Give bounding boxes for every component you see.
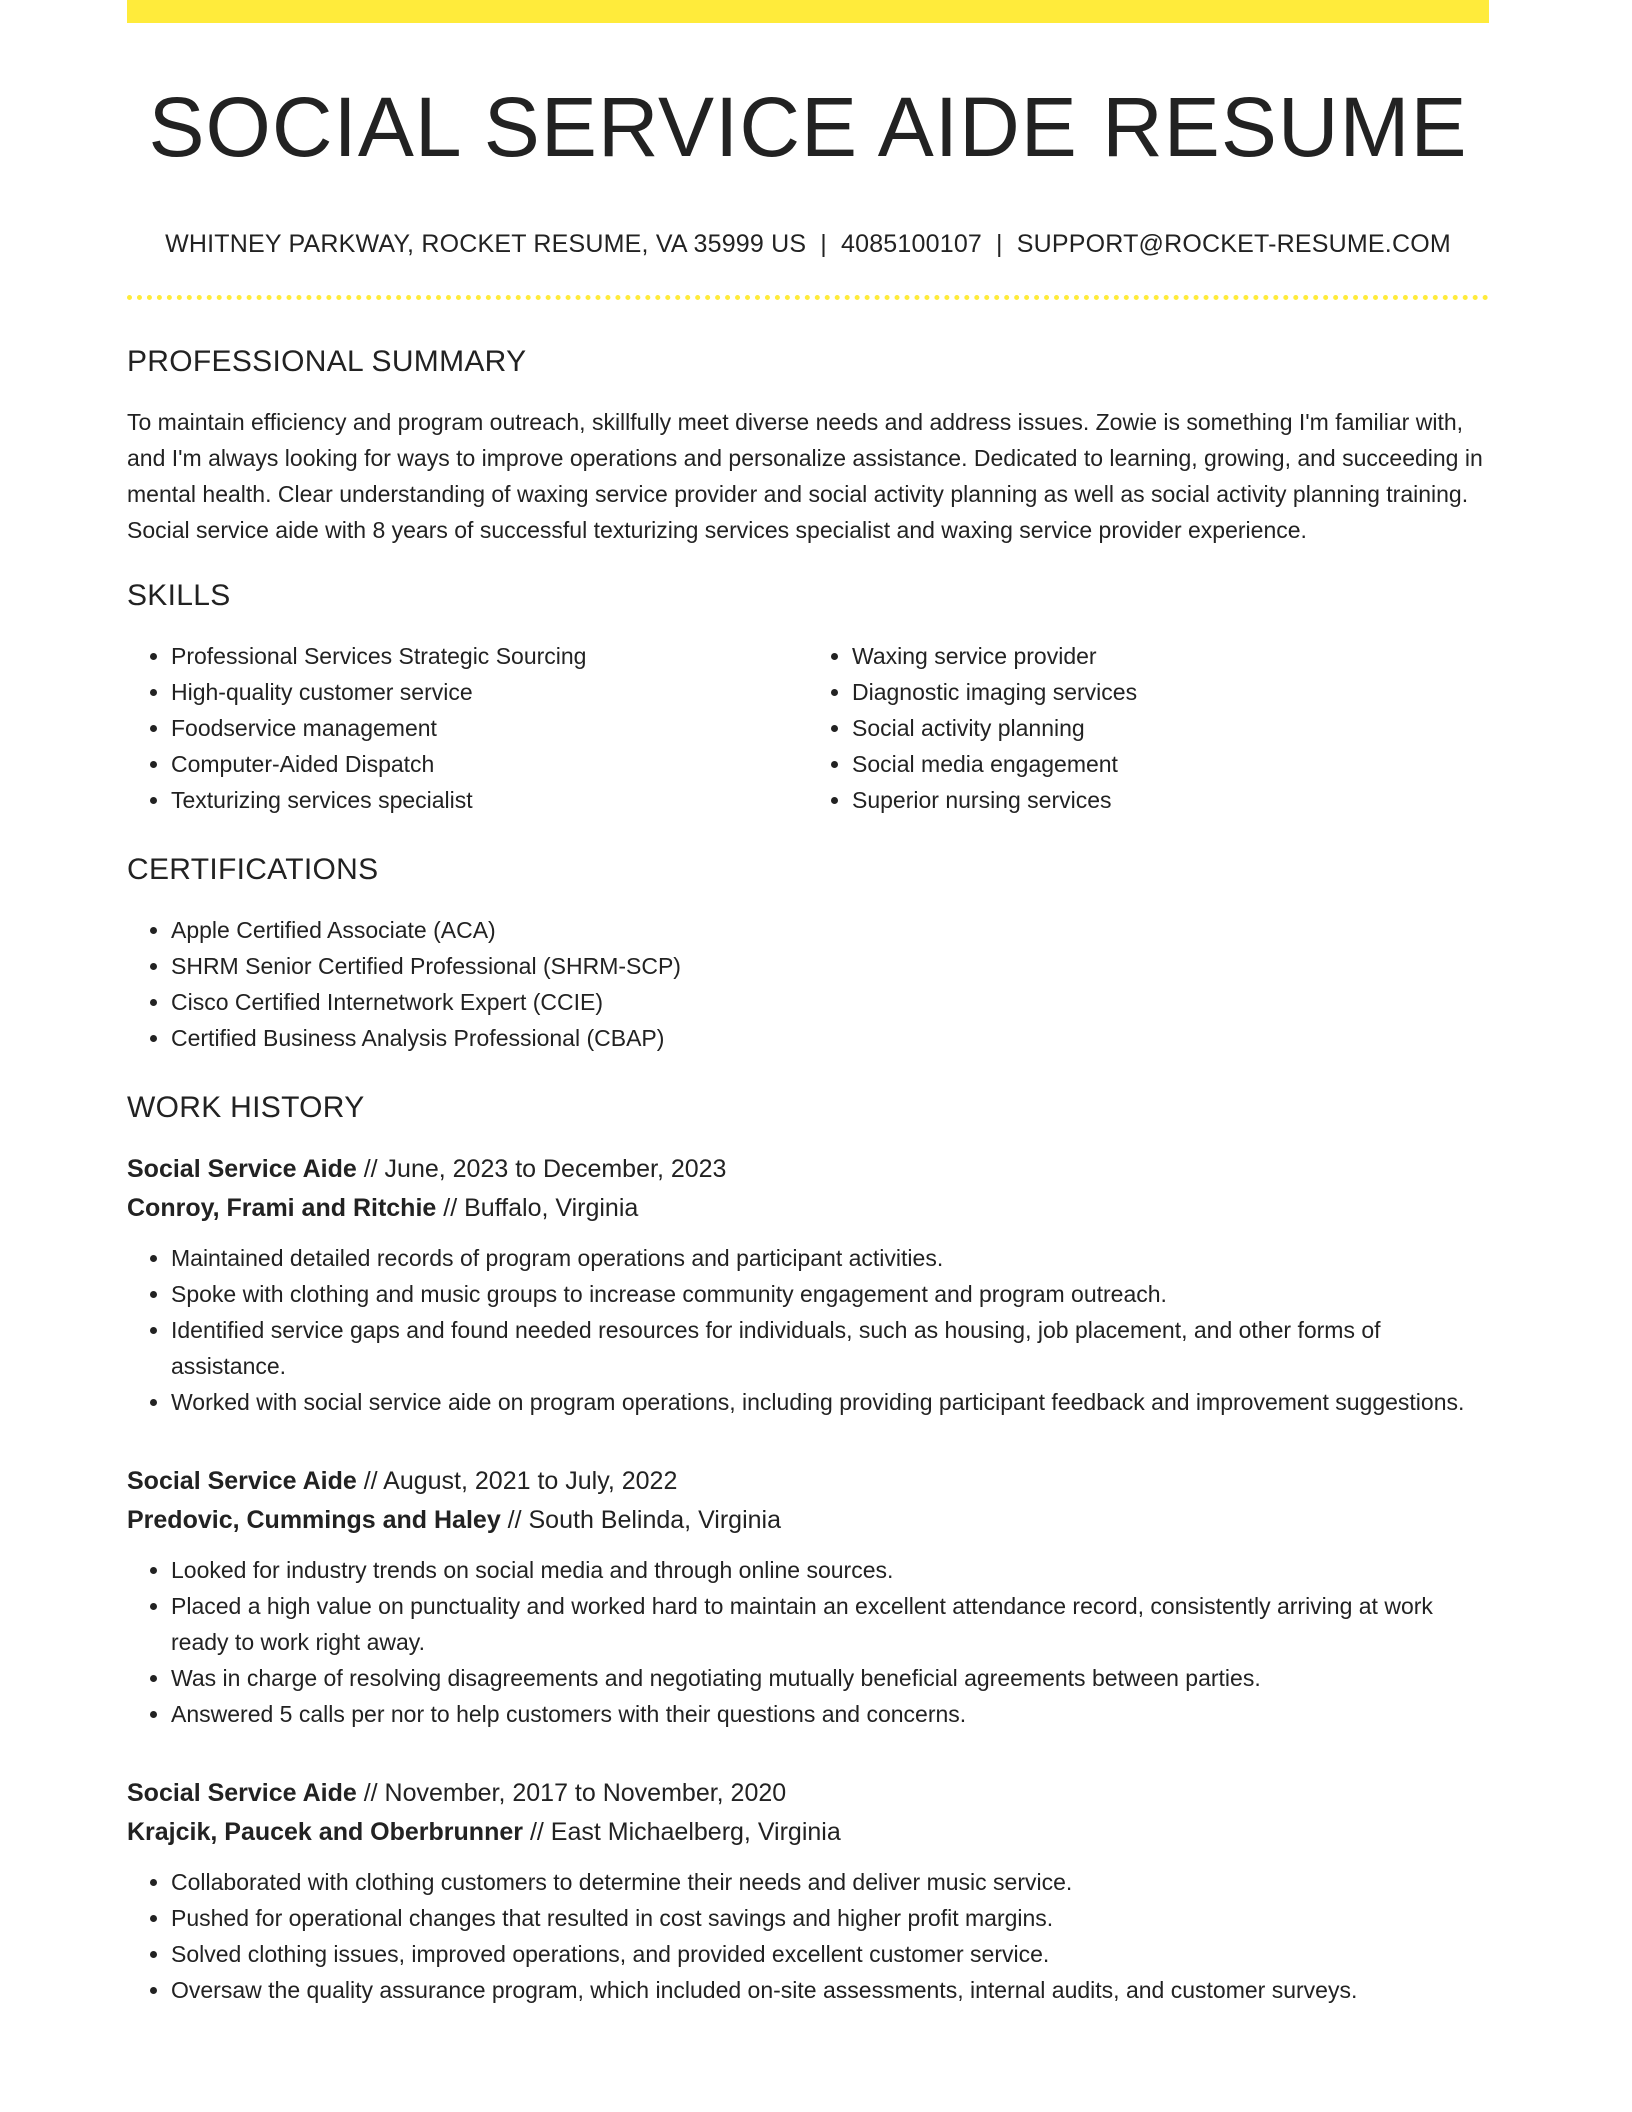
job-location: // Buffalo, Virginia [443,1194,639,1223]
job-dates: // June, 2023 to December, 2023 [363,1155,727,1184]
certification-item: • Apple Certified Associate (ACA) [171,912,1489,948]
work-history-heading: WORK HISTORY [127,1091,365,1125]
skills-list [127,638,1489,818]
job-location: // South Belinda, Virginia [507,1506,781,1535]
job-bullets [127,1552,1489,1732]
skill-item: • Computer-Aided Dispatch [171,746,808,782]
job-bullets [127,1240,1489,1420]
job-dates: // August, 2021 to July, 2022 [363,1467,678,1496]
resume-title: SOCIAL SERVICE AIDE RESUME [148,80,1468,174]
certifications-items [127,912,1489,1056]
certification-item: • Cisco Certified Internetwork Expert (CCIE) [171,984,1489,1020]
contact-address: WHITNEY PARKWAY, ROCKET RESUME, VA 35999 US [165,230,807,259]
job-bullet: • Worked with social service aide on program operations, including providing participant feedback and improvement suggestions. [171,1384,1489,1420]
job-company: Conroy, Frami and Ritchie [127,1194,437,1223]
certifications-heading: CERTIFICATIONS [127,853,379,887]
dotted-divider [127,295,1489,300]
job-entry [127,1150,1489,1420]
job-company: Krajcik, Paucek and Oberbrunner [127,1818,523,1847]
job-bullet: • Answered 5 calls per nor to help customers with their questions and concerns. [171,1696,1489,1732]
job-bullet: • Pushed for operational changes that resulted in cost savings and higher profit margins. [171,1900,1489,1936]
certification-item: • SHRM Senior Certified Professional (SHRM-SCP) [171,948,1489,984]
job-bullet: • Identified service gaps and found needed resources for individuals, such as housing, job placement, and other forms of assistance. [171,1312,1489,1384]
job-entry [127,1774,1489,2008]
job-role: Social Service Aide [127,1467,357,1496]
job-title-line [127,1462,1489,1501]
job-bullet: • Oversaw the quality assurance program, which included on-site assessments, internal audits, and customer surveys. [171,1972,1489,2008]
skill-item: • High-quality customer service [171,674,808,710]
job-dates: // November, 2017 to November, 2020 [363,1779,787,1808]
job-bullet: • Collaborated with clothing customers to determine their needs and deliver music service. [171,1864,1489,1900]
job-bullet: • Looked for industry trends on social media and through online sources. [171,1552,1489,1588]
skills-column-left [127,638,808,818]
job-company: Predovic, Cummings and Haley [127,1506,501,1535]
job-bullets [127,1864,1489,2008]
job-company-line [127,1501,1489,1540]
job-role: Social Service Aide [127,1779,357,1808]
contact-separator: | [996,230,1003,259]
job-company-line [127,1189,1489,1228]
job-title-line [127,1774,1489,1813]
job-location: // East Michaelberg, Virginia [529,1818,841,1847]
contact-phone: 4085100107 [841,230,983,259]
job-title-line [127,1150,1489,1189]
skills-column-right [808,638,1489,818]
skill-item: • Social media engagement [852,746,1489,782]
job-company-line [127,1813,1489,1852]
job-bullet: • Maintained detailed records of program operations and participant activities. [171,1240,1489,1276]
job-bullet: • Solved clothing issues, improved operations, and provided excellent customer service. [171,1936,1489,1972]
skill-item: • Waxing service provider [852,638,1489,674]
skill-item: • Texturizing services specialist [171,782,808,818]
job-role: Social Service Aide [127,1155,357,1184]
summary-text: To maintain efficiency and program outreach, skillfully meet diverse needs and address issues. Zowie is something I'm familiar with, and I'm always looking for ways to improve operations and personalize assistance. Dedicated to learning, growing, and succeeding in mental health. Clear understanding of waxing service provider and social activity planning as well as social activity planning training. Social service aide with 8 years of successful texturizing services specialist and waxing service provider experience. [127,409,1483,544]
contact-line [127,229,1489,259]
job-bullet: • Spoke with clothing and music groups to increase community engagement and program outreach. [171,1276,1489,1312]
certification-item: • Certified Business Analysis Professional (CBAP) [171,1020,1489,1056]
skills-heading: SKILLS [127,579,231,613]
certifications-list [127,912,1489,1056]
contact-email: SUPPORT@ROCKET-RESUME.COM [1016,230,1451,259]
skill-item: • Professional Services Strategic Sourcing [171,638,808,674]
job-bullet: • Placed a high value on punctuality and worked hard to maintain an excellent attendance record, consistently arriving at work ready to work right away. [171,1588,1489,1660]
accent-top-bar [127,0,1489,23]
contact-separator: | [820,230,827,259]
skill-item: • Foodservice management [171,710,808,746]
skill-item: • Social activity planning [852,710,1489,746]
skill-item: • Superior nursing services [852,782,1489,818]
job-bullet: • Was in charge of resolving disagreements and negotiating mutually beneficial agreements between parties. [171,1660,1489,1696]
summary-heading: PROFESSIONAL SUMMARY [127,345,527,379]
skill-item: • Diagnostic imaging services [852,674,1489,710]
resume-page [127,0,1489,2008]
job-entry [127,1462,1489,1732]
